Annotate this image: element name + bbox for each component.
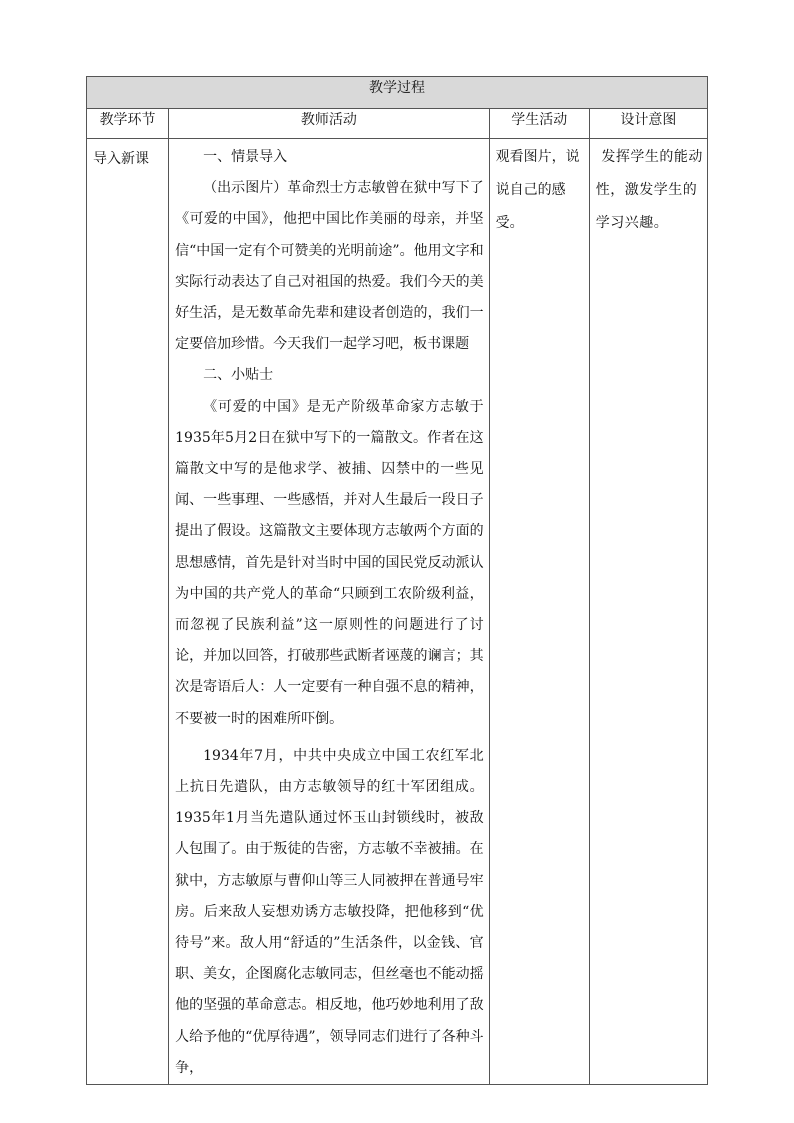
teaching-process-table — [86, 76, 708, 1085]
stage-cell — [87, 139, 169, 1085]
student-activity-text: 观看图片，说说自己的感受。 — [495, 149, 580, 231]
paragraph-intro: （出示图片）革命烈士方志敏曾在狱中写下了《可爱的中国》，他把中国比作美丽的母亲，并坚信“中国一定有个可赞美的光明前途”。他用文字和实际行动表达了自己对祖国的热爱。我们今天的美好生活，是无数革命先辈和建设者创造的，我们一定要倍加珍惜。今天我们一起学习吧，板书课题 — [175, 180, 484, 353]
table-title: 教学过程 — [87, 77, 708, 109]
section-heading-tips: 二、小贴士 — [203, 367, 274, 384]
section-heading-scene: 一、情景导入 — [203, 149, 288, 165]
design-intent-text: 发挥学生的能动性，激发学生的学习兴趣。 — [595, 149, 703, 231]
teacher-activity-cell — [169, 139, 490, 1085]
table-header-row — [87, 109, 708, 139]
student-activity-cell — [489, 139, 589, 1085]
header-teacher-activity: 教师活动 — [169, 109, 490, 139]
table-row — [87, 139, 708, 1085]
header-student-activity: 学生活动 — [489, 109, 589, 139]
stage-text: 导入新课 — [93, 151, 149, 167]
paragraph-essay-background: 《可爱的中国》是无产阶级革命家方志敏于1935年5月2日在狱中写下的一篇散文。作者在这篇散文中写的是他求学、被捕、囚禁中的一些见闻、一些事理、一些感悟，并对人生最后一段日子提出了假设。这篇散文主要体现方志敏两个方面的思想感情，首先是针对当时中国的国民党反动派认为中国的共产党人的革命“只顾到工农阶级利益，而忽视了民族利益”这一原则性的问题进行了讨论，并加以回答，打破那些武断者诬蔑的谰言；其次是寄语后人：人一定要有一种自强不息的精神，不要被一时的困难所吓倒。 — [175, 398, 484, 727]
table-title-row — [87, 77, 708, 109]
design-intent-cell — [589, 139, 707, 1085]
header-design-intent: 设计意图 — [589, 109, 707, 139]
teacher-activity-text — [169, 139, 489, 1084]
paragraph-history: 1934年7月，中共中央成立中国工农红军北上抗日先遣队，由方志敏领导的红十军团组成。1935年1月当先遣队通过怀玉山封锁线时，被敌人包围了。由于叛徒的告密，方志敏不幸被捕。在狱中，方志敏原与曹仰山等三人同被押在普通号牢房。后来敌人妄想劝诱方志敏投降，把他移到“优待号”来。敌人用“舒适的”生活条件，以金钱、官职、美女，企图腐化志敏同志，但丝毫也不能动摇他的坚强的革命意志。相反地，他巧妙地利用了敌人给予他的“优厚待遇”，领导同志们进行了各种斗争， — [175, 747, 484, 1076]
header-stage: 教学环节 — [87, 109, 169, 139]
